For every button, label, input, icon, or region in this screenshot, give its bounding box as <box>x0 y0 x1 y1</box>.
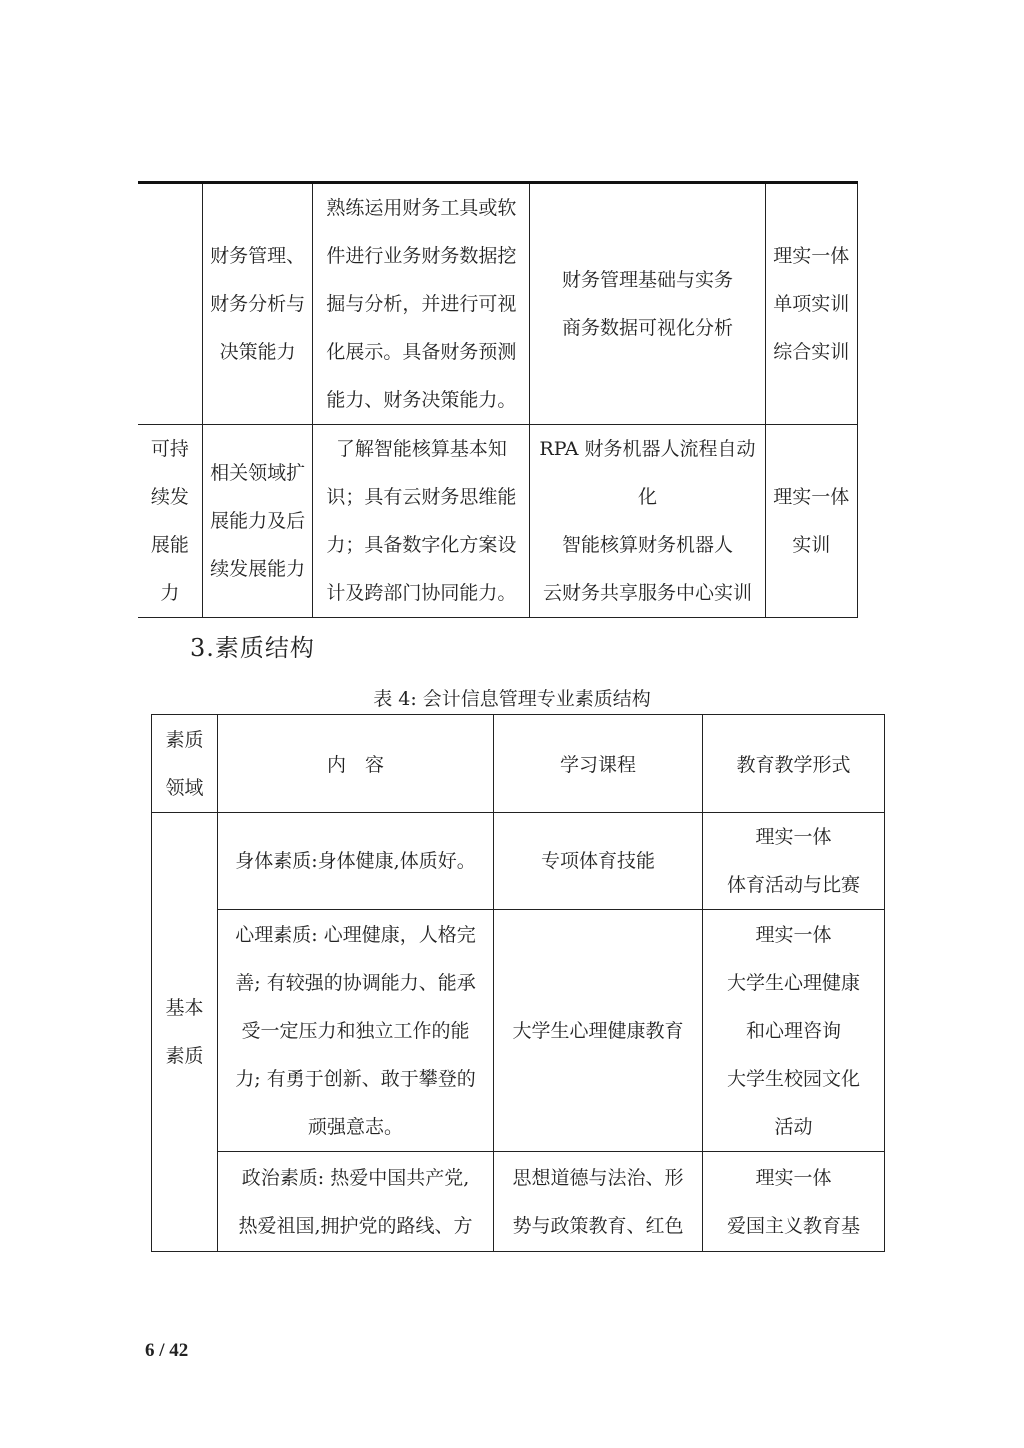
course-line: RPA 财务机器人流程自动 <box>539 438 756 460</box>
course-line: 大学生心理健康教育 <box>512 1019 684 1042</box>
content-line: 顽强意志。 <box>307 1115 403 1138</box>
form-cell <box>765 425 857 618</box>
domain-line: 可持 <box>150 438 189 460</box>
requirement-line: 能力、财务决策能力。 <box>326 389 517 411</box>
course-cell <box>494 1152 703 1252</box>
content-line: 政治素质: 热爱中国共产党, <box>241 1166 470 1189</box>
content-line: 受一定压力和独立工作的能 <box>241 1019 470 1042</box>
ability-line: 续发展能力 <box>210 558 306 580</box>
course-line: 云财务共享服务中心实训 <box>542 582 752 604</box>
table-header-row <box>152 715 885 813</box>
content-line: 力; 有勇于创新、敢于攀登的 <box>235 1067 476 1090</box>
content-line: 身体素质:身体健康,体质好。 <box>235 850 476 872</box>
header-domain-line: 素质 <box>165 728 204 751</box>
form-cell <box>703 813 885 910</box>
requirement-cell <box>313 425 530 618</box>
domain-cell <box>138 425 202 618</box>
group-label-line: 基本 <box>165 997 204 1019</box>
form-line: 理实一体 <box>755 1166 832 1189</box>
form-line: 大学生心理健康 <box>726 971 860 994</box>
table-caption: 表 4: 会计信息管理专业素质结构 <box>373 688 651 710</box>
course-line: 思想道德与法治、形 <box>512 1166 684 1189</box>
course-line: 智能核算财务机器人 <box>561 534 733 556</box>
requirement-line: 识；具有云财务思维能 <box>326 486 517 508</box>
quality-structure-table <box>151 714 885 1252</box>
course-line: 化 <box>637 486 657 508</box>
form-line: 综合实训 <box>773 341 850 363</box>
domain-line: 续发 <box>150 486 189 508</box>
form-cell <box>703 910 885 1152</box>
table-row <box>138 425 858 618</box>
form-line: 大学生校园文化 <box>726 1067 860 1090</box>
form-line: 理实一体 <box>755 923 832 946</box>
requirement-line: 力；具备数字化方案设 <box>326 534 517 556</box>
ability-cell <box>202 183 313 425</box>
ability-line: 决策能力 <box>219 341 296 363</box>
header-domain-line: 领域 <box>165 776 204 799</box>
form-cell <box>765 183 857 425</box>
form-line: 理实一体 <box>755 826 832 848</box>
content-line: 善; 有较强的协调能力、能承 <box>235 971 476 994</box>
course-cell <box>494 910 703 1152</box>
course-line: 财务管理基础与实务 <box>561 269 733 291</box>
table-row <box>138 183 858 425</box>
form-cell <box>703 1152 885 1252</box>
form-line: 体育活动与比赛 <box>726 874 860 896</box>
ability-line: 相关领域扩 <box>210 462 306 484</box>
requirement-line: 掘与分析，并进行可视 <box>326 293 517 315</box>
requirement-line: 件进行业务财务数据挖 <box>326 245 517 267</box>
course-line: 专项体育技能 <box>540 850 655 872</box>
requirement-line: 计及跨部门协同能力。 <box>326 582 517 604</box>
requirement-line: 了解智能核算基本知 <box>335 438 507 460</box>
requirement-line: 化展示。具备财务预测 <box>326 341 517 363</box>
course-cell <box>494 813 703 910</box>
page-number: 6 / 42 <box>145 1340 189 1361</box>
content-cell <box>218 813 494 910</box>
domain-cell <box>138 183 202 425</box>
form-line: 理实一体 <box>773 486 850 508</box>
form-line: 实训 <box>792 534 831 556</box>
form-line: 爱国主义教育基 <box>726 1214 860 1237</box>
form-line: 单项实训 <box>773 293 850 315</box>
table-row <box>152 910 885 1152</box>
group-label-line: 素质 <box>165 1045 204 1067</box>
requirement-cell <box>313 183 530 425</box>
form-line: 活动 <box>774 1115 813 1138</box>
content-cell <box>218 1152 494 1252</box>
domain-line: 展能 <box>150 534 189 556</box>
table-row <box>152 1152 885 1252</box>
course-line: 势与政策教育、红色 <box>512 1214 684 1237</box>
form-line: 和心理咨询 <box>745 1019 841 1042</box>
domain-line: 力 <box>160 582 180 604</box>
header-domain <box>152 715 218 813</box>
form-line: 理实一体 <box>773 245 850 267</box>
requirement-line: 熟练运用财务工具或软 <box>326 197 517 219</box>
ability-line: 财务分析与 <box>210 293 306 315</box>
content-line: 热爱祖国,拥护党的路线、方 <box>238 1214 473 1237</box>
header-content: 内 容 <box>218 715 494 813</box>
section-heading: 3.素质结构 <box>190 634 315 662</box>
table-row <box>152 813 885 910</box>
group-label-cell <box>152 813 218 1252</box>
course-line: 商务数据可视化分析 <box>561 317 733 339</box>
content-line: 心理素质: 心理健康，人格完 <box>235 923 476 946</box>
course-cell <box>530 183 765 425</box>
content-cell <box>218 910 494 1152</box>
ability-cell <box>202 425 313 618</box>
ability-structure-table <box>138 181 858 618</box>
header-form: 教育教学形式 <box>703 715 885 813</box>
ability-line: 财务管理、 <box>210 245 306 267</box>
ability-line: 展能力及后 <box>210 510 306 532</box>
course-cell <box>530 425 765 618</box>
header-course: 学习课程 <box>494 715 703 813</box>
